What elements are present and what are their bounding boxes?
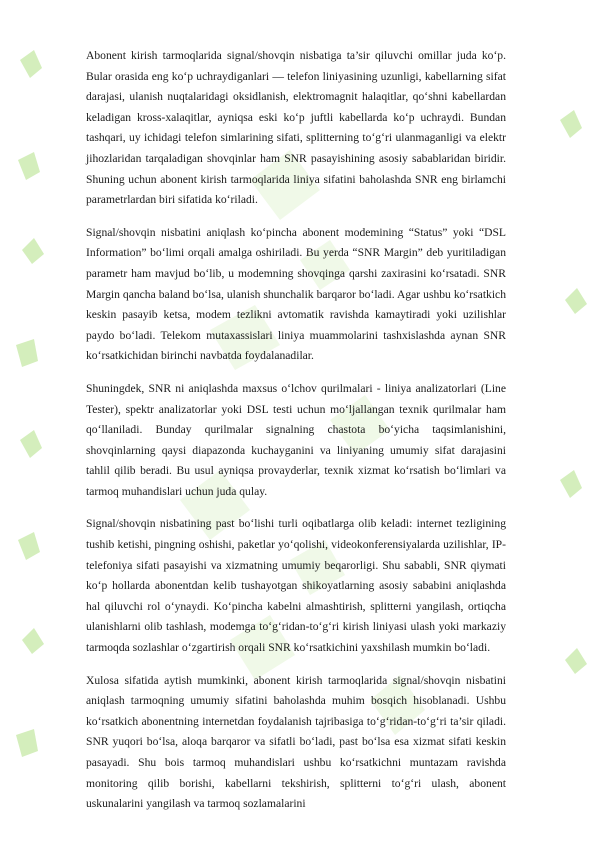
paragraph-3: Shuningdek, SNR ni aniqlashda maxsus o‘lchov qurilmalari - liniya analizatorlari (Line Tester), spektr analizatorlar yoki DSL testi uchun mo‘ljallangan texnik qurilmalar ham qo‘llaniladi. Bunday qurilmalar signalning chastota bo‘yicha taqsimlanishini, shovqinlarning qaysi diapazonda kuchayganini va liniyaning umumiy sifat darajasini tahlil qilib beradi. Bu usul ayniqsa provayderlar, texnik xizmat ko‘rsatish bo‘limlari va tarmoq muhandislari uchun juda qulay. — [86, 381, 506, 498]
paragraph-4: Signal/shovqin nisbatining past bo‘lishi turli oqibatlarga olib keladi: internet tezligining tushib ketishi, pingning oshishi, paketlar yo‘qolishi, videokonferensiyalarda uzilishlar, IP-telefoniya sifati pasayishi va xizmatning umumiy beqarorligi. Shu sababli, SNR qiymati ko‘p hollarda abonentdan kelib tushayotgan shikoyatlarning asosiy sababini aniqlashda hal qiluvchi rol o‘ynaydi. Ko‘pincha kabelni almashtirish, splitterni yangilash, ortiqcha ulanishlarni olib tashlash, modemga to‘g‘ridan-to‘g‘ri kirish liniyasi ulash yoki markaziy tarmoqda sozlashlar o‘zgartirish orqali SNR ko‘rsatkichini yaxshilash mumkin bo‘ladi. — [86, 517, 506, 655]
document-body — [86, 46, 506, 827]
paragraph-5: Xulosa sifatida aytish mumkinki, abonent kirish tarmoqlarida signal/shovqin nisbatini aniqlash tarmoqning umumiy sifatini baholashda muhim bosqich hisoblanadi. Ushbu ko‘rsatkich abonentning internetdan foydalanish tajribasiga to‘g‘ridan-to‘g‘ri ta’sir qiladi. SNR yuqori bo‘lsa, aloqa barqaror va sifatli bo‘ladi, past bo‘lsa esa xizmat sifati keskin pasayadi. Shu bois tarmoq muhandislari ushbu ko‘rsatkichni muntazam ravishda monitoring qilib borishi, kabellarni tekshirish, splitterni to‘g‘ri ulash, abonent uskunalarini yangilash va tarmoq sozlamalarini — [86, 673, 506, 811]
paragraph-2: Signal/shovqin nisbatini aniqlash ko‘pincha abonent modemining “Status” yoki “DSL Information” bo‘limi orqali amalga oshiriladi. Bu yerda “SNR Margin” deb yuritiladigan parametr ham mavjud bo‘lib, u modemning shovqinga qarshi zaxirasini ko‘rsatadi. SNR Margin qancha baland bo‘lsa, ulanish shunchalik barqaror bo‘ladi. Agar ushbu ko‘rsatkich keskin pasayib ketsa, modem tezlikni avtomatik ravishda kamaytiradi yoki uzilishlar paydo bo‘ladi. Telekom mutaxassislari liniya muammolarini tashxislashda aynan SNR ko‘rsatkichidan birinchi navbatda foydalanadilar. — [86, 225, 506, 363]
paragraph-1: Abonent kirish tarmoqlarida signal/shovqin nisbatiga ta’sir qiluvchi omillar juda ko‘p. Bular orasida eng ko‘p uchraydiganlari — telefon liniyasining uzunligi, kabellarning sifat darajasi, ulanish nuqtalaridagi oksidlanish, elektromagnit halaqitlar, qo‘shni kabellardan keladigan kross-xalaqitlar, ayniqsa eski ko‘p juftli kabellarda ko‘p uchraydi. Bundan tashqari, uy ichidagi telefon simlarining sifati, splitterning to‘g‘ri ulanmaganligi va elektr jihozlaridan tarqaladigan shovqinlar ham SNR pasayishining asosiy sabablaridan biridir. Shuning uchun abonent kirish tarmoqlarida liniya sifatini baholashda SNR eng birlamchi parametrlardan biri sifatida ko‘riladi. — [86, 49, 506, 207]
